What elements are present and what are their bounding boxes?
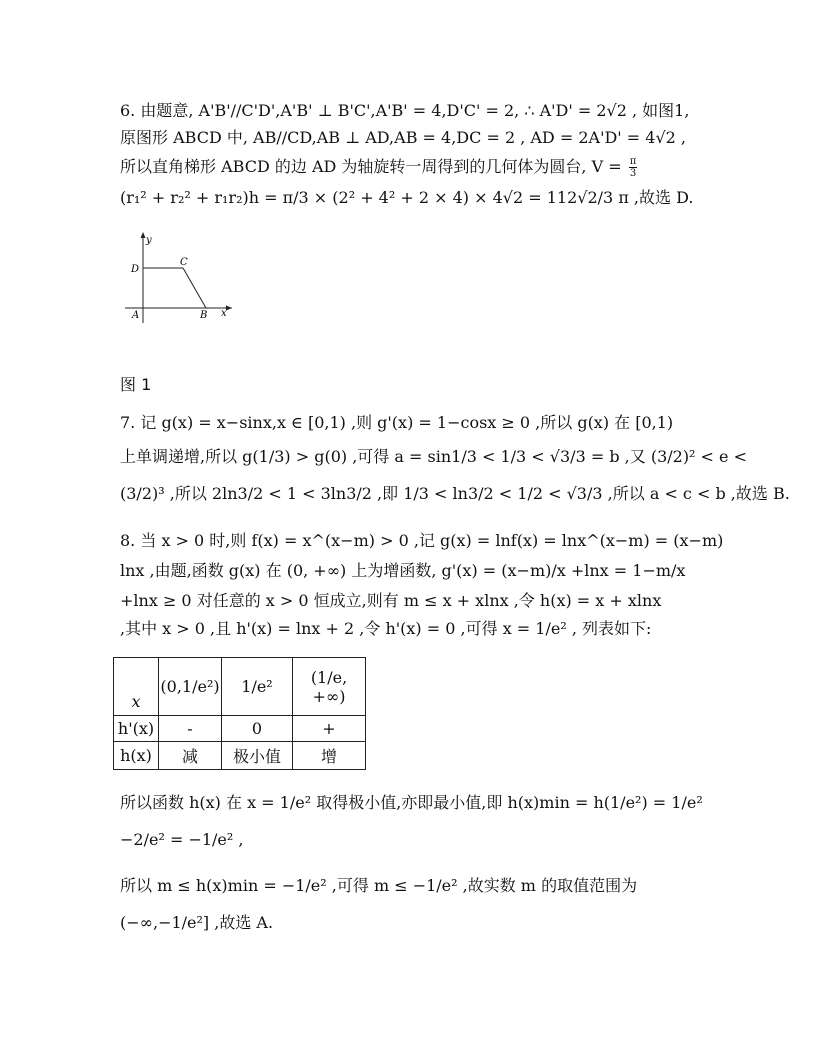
table-cell-h-label: h(x) xyxy=(114,742,159,770)
q8-line-2: lnx ,由题,函数 g(x) 在 (0, +∞) 上为增函数, g'(x) = (x−m)/x +lnx = 1−m/x xyxy=(120,561,686,580)
q8-after-line-1: 所以函数 h(x) 在 x = 1/e² 取得极小值,亦即最小值,即 h(x)min = h(1/e²) = 1/e² xyxy=(120,793,703,812)
q8-after-line-2: −2/e² = −1/e² , xyxy=(120,830,244,849)
label-c: C xyxy=(180,257,188,268)
table-cell-hprime-3: + xyxy=(293,716,366,742)
q6-line-3 xyxy=(120,155,705,179)
q8-line-4: ,其中 x > 0 ,且 h'(x) = lnx + 2 ,令 h'(x) = 0 ,可得 x = 1/e² , 列表如下: xyxy=(120,619,652,638)
table-cell-h-2: 极小值 xyxy=(222,742,293,770)
table-cell-h-3: 增 xyxy=(293,742,366,770)
table-header-critical: 1/e² xyxy=(222,658,293,716)
segment-cb xyxy=(183,268,206,308)
q8-line-3: +lnx ≥ 0 对任意的 x > 0 恒成立,则有 m ≤ x + xlnx ,令 h(x) = x + xlnx xyxy=(120,591,662,610)
label-d: D xyxy=(131,264,140,275)
q6-line-2: 原图形 ABCD 中, AB//CD,AB ⊥ AD,AB = 4,DC = 2 , AD = 2A'D' = 4√2 , xyxy=(120,128,687,147)
q8-line-1: 8. 当 x > 0 时,则 f(x) = x^(x−m) > 0 ,记 g(x) = lnf(x) = lnx^(x−m) = (x−m) xyxy=(120,531,724,550)
table-header-interval-1: (0,1/e²) xyxy=(159,658,222,716)
monotonicity-table xyxy=(113,657,366,770)
label-y: y xyxy=(146,235,152,246)
table-cell-hprime-label: h'(x) xyxy=(114,716,159,742)
y-axis-arrow xyxy=(141,232,146,238)
v-fraction xyxy=(629,156,638,179)
table-header-x: x xyxy=(114,658,159,716)
x-axis-arrow xyxy=(226,306,232,311)
q7-line-2: 上单调递增,所以 g(1/3) > g(0) ,可得 a = sin1/3 < 1/3 < √3/3 = b ,又 (3/2)² < e < xyxy=(120,447,748,466)
q6-line-4: (r₁² + r₂² + r₁r₂)h = π/3 × (2² + 4² + 2 × 4) × 4√2 = 112√2/3 π ,故选 D. xyxy=(120,188,694,207)
v-fraction-den: 3 xyxy=(629,168,637,179)
q6-line-1: 6. 由题意, A'B'//C'D',A'B' ⊥ B'C',A'B' = 4,D'C' = 2, ∴ A'D' = 2√2 , 如图1, xyxy=(120,101,690,120)
table-row xyxy=(114,716,366,742)
q6-line-3-text: 所以直角梯形 ABCD 的边 AD 为轴旋转一周得到的几何体为圆台, V = xyxy=(120,157,622,176)
figure-caption: 图 1 xyxy=(120,375,152,394)
table-cell-hprime-2: 0 xyxy=(222,716,293,742)
table-row xyxy=(114,742,366,770)
v-fraction-num: π xyxy=(629,156,637,167)
table-header-row xyxy=(114,658,366,716)
q7-line-3: (3/2)³ ,所以 2ln3/2 < 1 < 3ln3/2 ,即 1/3 < ln3/2 < 1/2 < √3/3 ,所以 a < c < b ,故选 B. xyxy=(120,484,790,503)
q8-after-line-3: 所以 m ≤ h(x)min = −1/e² ,可得 m ≤ −1/e² ,故实数 m 的取值范围为 xyxy=(120,876,638,895)
trapezoid-figure xyxy=(120,228,240,328)
table-cell-h-1: 减 xyxy=(159,742,222,770)
table-header-interval-2: (1/e, +∞) xyxy=(293,658,366,716)
q8-after-line-4: (−∞,−1/e²] ,故选 A. xyxy=(120,913,274,932)
q7-line-1: 7. 记 g(x) = x−sinx,x ∈ [0,1) ,则 g'(x) = 1−cosx ≥ 0 ,所以 g(x) 在 [0,1) xyxy=(120,413,674,432)
label-a: A xyxy=(132,310,140,321)
label-b: B xyxy=(200,310,208,321)
label-x: x xyxy=(221,308,227,319)
table-cell-hprime-1: - xyxy=(159,716,222,742)
